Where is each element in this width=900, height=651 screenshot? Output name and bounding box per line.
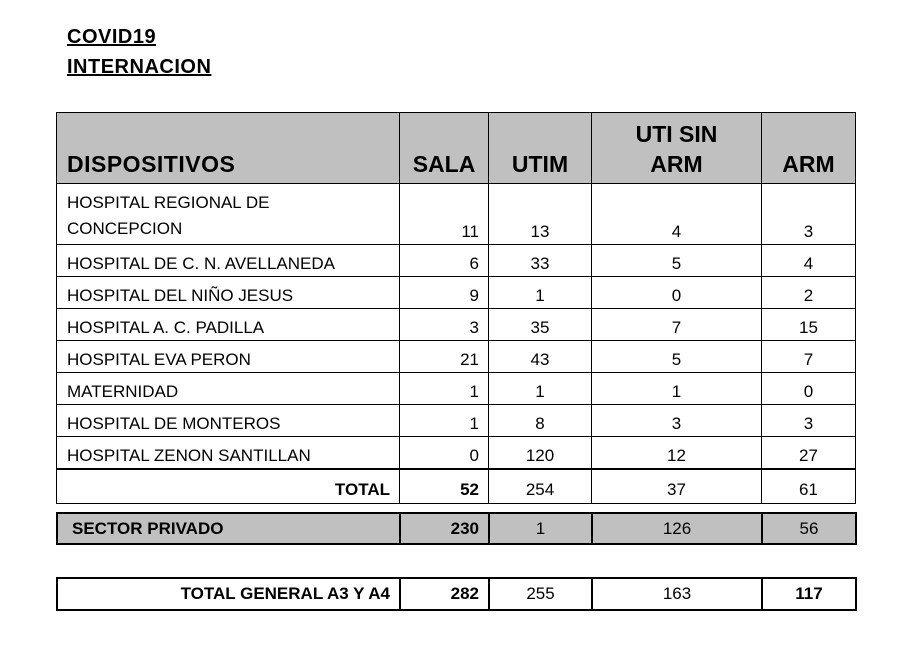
row-sala: 0 (400, 437, 489, 470)
header-arm: ARM (762, 113, 856, 184)
total-general-utim: 255 (489, 578, 592, 610)
row-uti-sin-arm: 5 (592, 341, 762, 373)
row-arm: 2 (762, 277, 856, 309)
row-name: HOSPITAL DE MONTEROS (57, 405, 400, 437)
row-arm: 3 (762, 405, 856, 437)
row-arm: 3 (762, 184, 856, 245)
row-arm: 7 (762, 341, 856, 373)
row-utim: 120 (489, 437, 592, 470)
table-row (57, 245, 856, 277)
sector-privado-utim: 1 (489, 513, 592, 544)
row-utim: 35 (489, 309, 592, 341)
table-row (57, 341, 856, 373)
row-sala: 11 (400, 184, 489, 245)
table-header-row (57, 113, 856, 184)
header-utim: UTIM (489, 113, 592, 184)
row-name: HOSPITAL A. C. PADILLA (57, 309, 400, 341)
header-dispositivos: DISPOSITIVOS (57, 113, 400, 184)
total-general-table (56, 577, 857, 611)
total-general-arm: 117 (762, 578, 856, 610)
table-row (57, 437, 856, 470)
row-sala: 1 (400, 405, 489, 437)
row-utim: 43 (489, 341, 592, 373)
row-sala: 1 (400, 373, 489, 405)
row-name: HOSPITAL DEL NIÑO JESUS (57, 277, 400, 309)
table-row (57, 373, 856, 405)
table-row (57, 309, 856, 341)
total-general-sala: 282 (400, 578, 489, 610)
sector-privado-row (57, 513, 856, 544)
header-uti-sin-arm (592, 113, 762, 184)
title-internacion: INTERNACION (67, 56, 212, 78)
row-uti-sin-arm: 0 (592, 277, 762, 309)
row-arm: 27 (762, 437, 856, 470)
row-uti-sin-arm: 7 (592, 309, 762, 341)
header-sala: SALA (400, 113, 489, 184)
total-general-uti-sin-arm: 163 (592, 578, 762, 610)
sector-privado-sala: 230 (400, 513, 489, 544)
row-uti-sin-arm: 5 (592, 245, 762, 277)
sector-privado-label: SECTOR PRIVADO (57, 513, 400, 544)
row-sala: 9 (400, 277, 489, 309)
total-general-row (57, 578, 856, 610)
table-row (57, 184, 856, 245)
row-uti-sin-arm: 1 (592, 373, 762, 405)
total-label: TOTAL (57, 469, 400, 504)
header-uti-sin-arm-line2: ARM (650, 151, 703, 177)
row-utim: 13 (489, 184, 592, 245)
row-name-line2: CONCEPCION (67, 219, 183, 238)
row-name: MATERNIDAD (57, 373, 400, 405)
row-name-line1: HOSPITAL REGIONAL DE (67, 193, 270, 212)
title-covid19: COVID19 (67, 26, 157, 48)
sector-privado-arm: 56 (762, 513, 856, 544)
total-arm: 61 (762, 469, 856, 504)
row-sala: 21 (400, 341, 489, 373)
row-arm: 4 (762, 245, 856, 277)
row-uti-sin-arm: 3 (592, 405, 762, 437)
sector-privado-uti-sin-arm: 126 (592, 513, 762, 544)
table-row (57, 277, 856, 309)
sector-privado-table (56, 512, 857, 545)
row-name: HOSPITAL DE C. N. AVELLANEDA (57, 245, 400, 277)
row-uti-sin-arm: 12 (592, 437, 762, 470)
total-uti-sin-arm: 37 (592, 469, 762, 504)
table-row (57, 405, 856, 437)
total-row (57, 469, 856, 504)
total-utim: 254 (489, 469, 592, 504)
hospital-table (56, 112, 856, 504)
row-name: HOSPITAL ZENON SANTILLAN (57, 437, 400, 470)
row-utim: 33 (489, 245, 592, 277)
row-name: HOSPITAL EVA PERON (57, 341, 400, 373)
row-arm: 0 (762, 373, 856, 405)
row-utim: 1 (489, 277, 592, 309)
row-utim: 8 (489, 405, 592, 437)
row-arm: 15 (762, 309, 856, 341)
total-sala: 52 (400, 469, 489, 504)
row-name (57, 184, 400, 245)
total-general-label: TOTAL GENERAL A3 Y A4 (57, 578, 400, 610)
row-utim: 1 (489, 373, 592, 405)
row-sala: 3 (400, 309, 489, 341)
row-uti-sin-arm: 4 (592, 184, 762, 245)
row-sala: 6 (400, 245, 489, 277)
header-uti-sin-arm-line1: UTI SIN (635, 121, 718, 147)
